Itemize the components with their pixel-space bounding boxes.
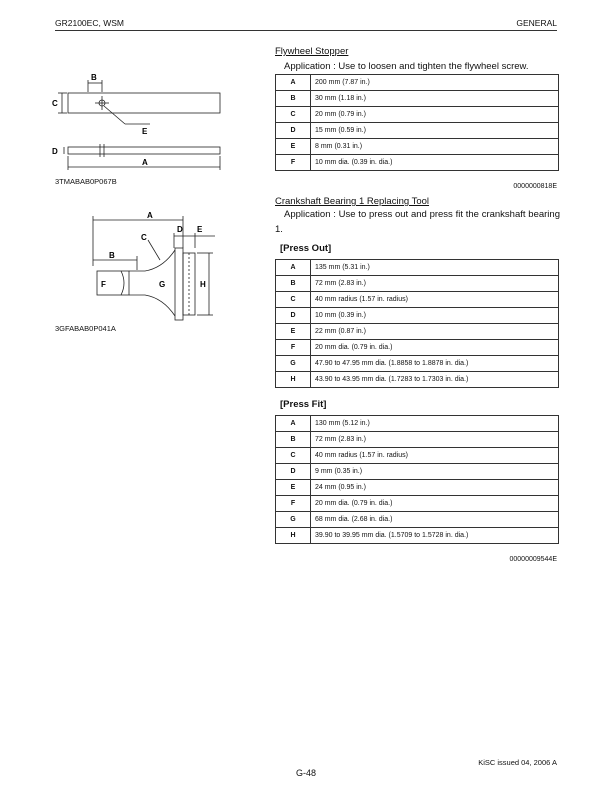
flywheel-stopper-title: Flywheel Stopper	[275, 46, 349, 57]
table-row: B 72 mm (2.83 in.)	[276, 432, 559, 448]
table-row: E 8 mm (0.31 in.)	[276, 139, 559, 155]
table-row: E 22 mm (0.87 in.)	[276, 324, 559, 340]
table-row: A 130 mm (5.12 in.)	[276, 416, 559, 432]
flywheel-spec-table	[275, 74, 559, 171]
figure-label-d: D	[52, 147, 58, 156]
table-row: H 39.90 to 39.95 mm dia. (1.5709 to 1.5728 in. dia.)	[276, 528, 559, 544]
flywheel-doc-code: 0000000818E	[513, 183, 557, 190]
figure-label-b: B	[109, 251, 115, 260]
figure-label-h: H	[200, 280, 206, 289]
table-row: E 24 mm (0.95 in.)	[276, 480, 559, 496]
crankshaft-application: Application : Use to press out and press fit the crankshaft bearing 1.	[275, 209, 560, 235]
figure-label-e: E	[142, 127, 148, 136]
table-row: F 20 mm dia. (0.79 in. dia.)	[276, 496, 559, 512]
table-row: D 15 mm (0.59 in.)	[276, 123, 559, 139]
figure-label-d: D	[177, 225, 183, 234]
table-row: D 10 mm (0.39 in.)	[276, 308, 559, 324]
figure-label-c: C	[141, 233, 147, 242]
table-row: C 40 mm radius (1.57 in. radius)	[276, 292, 559, 308]
table-row: F 10 mm dia. (0.39 in. dia.)	[276, 155, 559, 171]
table-row: G 68 mm dia. (2.68 in. dia.)	[276, 512, 559, 528]
header-rule	[55, 30, 557, 31]
table-row: A 135 mm (5.31 in.)	[276, 260, 559, 276]
table-row: C 20 mm (0.79 in.)	[276, 107, 559, 123]
figure-label-b: B	[91, 73, 97, 82]
crankshaft-tool-title: Crankshaft Bearing 1 Replacing Tool	[275, 196, 430, 207]
flywheel-application: Application : Use to loosen and tighten the flywheel screw.	[284, 61, 529, 72]
table-row: C 40 mm radius (1.57 in. radius)	[276, 448, 559, 464]
table-row: H 43.90 to 43.95 mm dia. (1.7283 to 1.7303 in. dia.)	[276, 372, 559, 388]
page-number: G-48	[296, 768, 317, 778]
press-out-heading: [Press Out]	[280, 243, 332, 254]
crankshaft-tool-figure	[85, 208, 220, 323]
footer-issued: KiSC issued 04, 2006 A	[478, 758, 557, 767]
crankshaft-doc-code: 00000009544E	[509, 556, 557, 563]
press-fit-spec-table	[275, 415, 559, 544]
press-fit-heading: [Press Fit]	[280, 399, 327, 410]
table-row: B 30 mm (1.18 in.)	[276, 91, 559, 107]
table-row: D 9 mm (0.35 in.)	[276, 464, 559, 480]
table-row: B 72 mm (2.83 in.)	[276, 276, 559, 292]
table-row: G 47.90 to 47.95 mm dia. (1.8858 to 1.8878 in. dia.)	[276, 356, 559, 372]
flywheel-figure-code: 3TMABAB0P067B	[55, 177, 117, 186]
press-out-spec-table	[275, 259, 559, 388]
flywheel-stopper-figure	[50, 70, 230, 180]
table-row: F 20 mm dia. (0.79 in. dia.)	[276, 340, 559, 356]
figure-label-e: E	[197, 225, 203, 234]
table-row: A 200 mm (7.87 in.)	[276, 75, 559, 91]
figure-label-a: A	[142, 158, 148, 167]
crankshaft-figure-code: 3GFABAB0P041A	[55, 324, 116, 333]
header-section: GENERAL	[516, 18, 557, 28]
figure-label-f: F	[101, 280, 106, 289]
header-model: GR2100EC, WSM	[55, 18, 124, 28]
figure-label-c: C	[52, 99, 58, 108]
figure-label-g: G	[159, 280, 166, 289]
figure-label-a: A	[147, 211, 153, 220]
